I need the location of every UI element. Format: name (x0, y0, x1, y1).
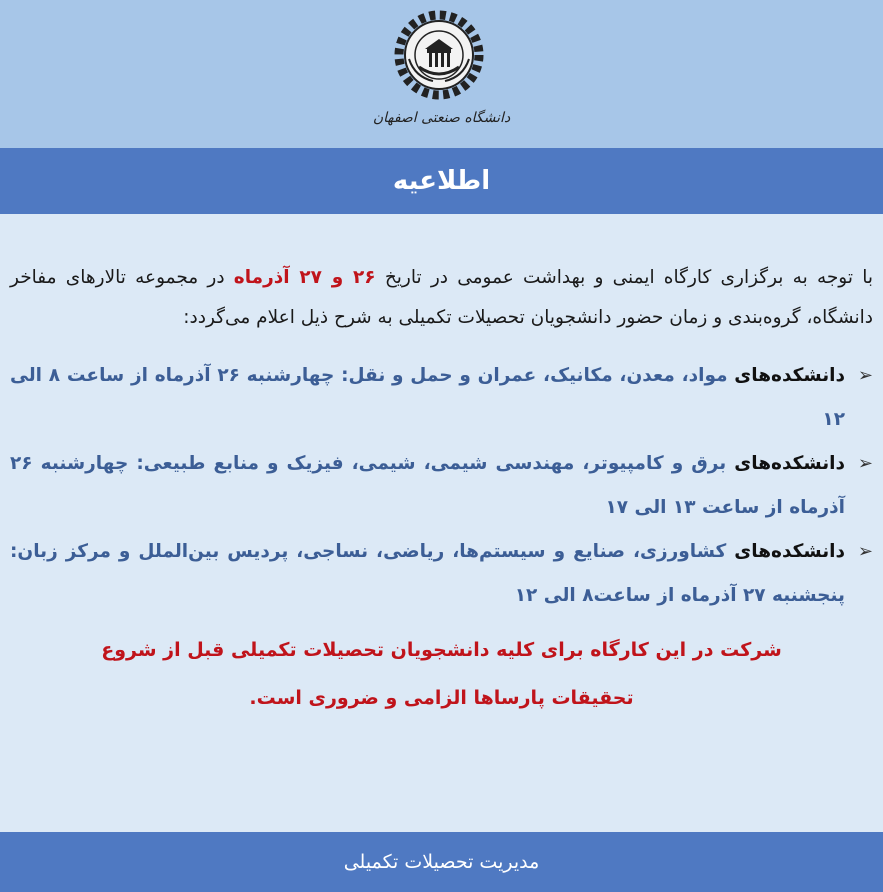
announcement-body (10, 258, 873, 722)
intro-text-2: در مجموعه تالارهای مفاخر دانشگاه، گروه‌بندی و زمان حضور دانشجویان تحصیلات تکمیلی به شرح ذیل اعلام می‌گردد: (10, 267, 873, 328)
item-text: برق و کامپیوتر، مهندسی شیمی، شیمی، فیزیک و منابع طبیعی: چهارشنبه ۲۶ آذرماه از ساعت ۱۳ الی ۱۷ (10, 453, 845, 518)
title-bar (0, 148, 883, 214)
arrow-bullet-icon: ➢ (857, 365, 873, 386)
schedule-list (10, 354, 873, 618)
arrow-bullet-icon: ➢ (857, 541, 873, 562)
list-item (10, 354, 873, 442)
university-gear-emblem-icon (389, 10, 489, 100)
item-lead: دانشکده‌های (734, 453, 845, 474)
mandatory-note (10, 626, 873, 722)
arrow-bullet-icon: ➢ (857, 453, 873, 474)
list-item (10, 530, 873, 618)
footer-signature: مدیریت تحصیلات تکمیلی (343, 851, 540, 873)
page-title: اطلاعیه (392, 166, 491, 196)
item-lead: دانشکده‌های (734, 365, 845, 386)
intro-paragraph (10, 258, 873, 338)
item-text: کشاورزی، صنایع و سیستم‌ها، ریاضی، نساجی، پردیس بین‌الملل و مرکز زبان: پنجشنبه ۲۷ آذرماه از ساعت۸ الی ۱۲ (10, 541, 845, 606)
footer-bar (0, 832, 883, 892)
item-lead: دانشکده‌های (734, 541, 845, 562)
note-line-2: تحقیقات پارساها الزامی و ضروری است. (249, 687, 634, 709)
logo-caption: دانشگاه صنعتی اصفهان (372, 110, 511, 126)
item-text: مواد، معدن، مکانیک، عمران و حمل و نقل: چهارشنبه ۲۶ آذرماه از ساعت ۸ الی ۱۲ (10, 365, 845, 430)
list-item (10, 442, 873, 530)
intro-text-1: با توجه به برگزاری کارگاه ایمنی و بهداشت عمومی در تاریخ (375, 267, 874, 288)
workshop-date: ۲۶ و ۲۷ آذرماه (233, 267, 376, 288)
header-banner (0, 0, 883, 148)
note-line-1: شرکت در این کارگاه برای کلیه دانشجویان تحصیلات تکمیلی قبل از شروع (101, 639, 782, 661)
